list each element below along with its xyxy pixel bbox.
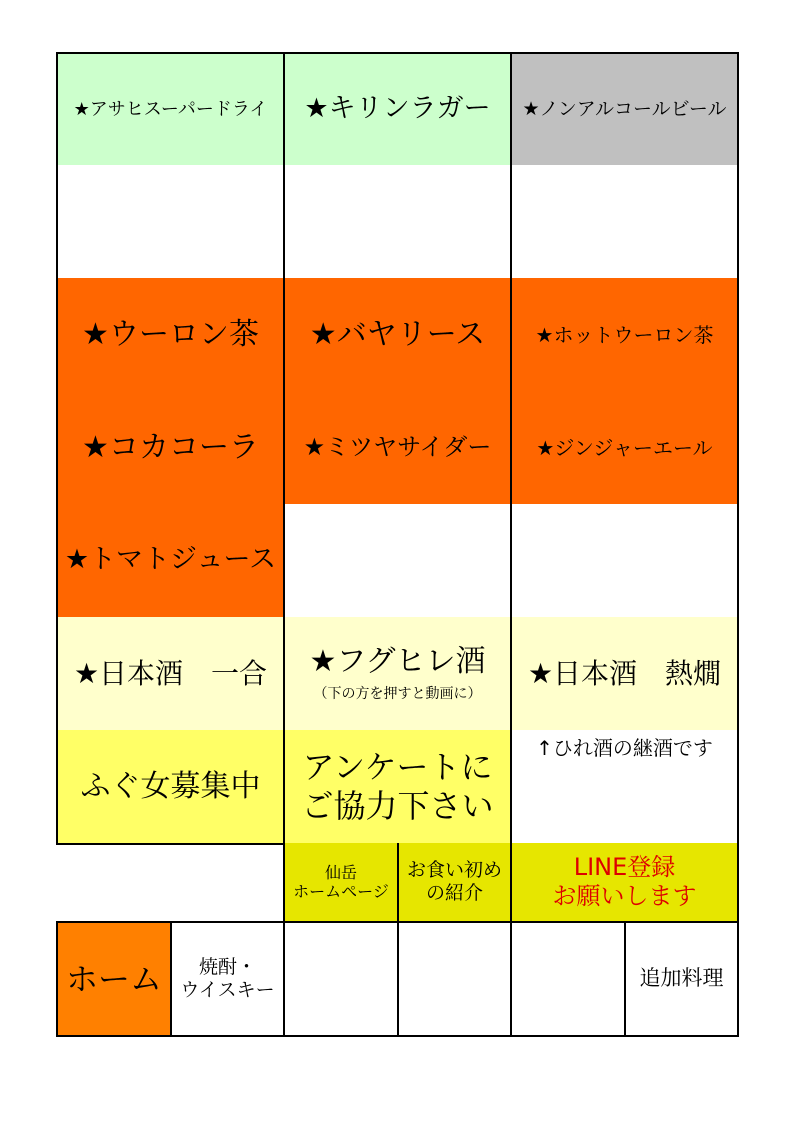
kirin-label: ★キリンラガー	[304, 93, 491, 125]
survey-button[interactable]	[283, 730, 512, 845]
empty-cell	[283, 165, 512, 280]
extra-dishes-label: 追加料理	[639, 966, 724, 991]
survey-line1: アンケートに	[302, 748, 493, 787]
home-button[interactable]	[56, 921, 172, 1037]
coca-cola-button[interactable]	[56, 391, 285, 506]
home-label: ホーム	[65, 959, 162, 998]
empty-cell	[510, 165, 739, 280]
refill-note: ↑ひれ酒の継酒です	[536, 736, 713, 760]
fugu-hire-sake-button[interactable]	[283, 617, 512, 732]
fugu-hire-note: （下の方を押すと動画に）	[313, 686, 482, 703]
survey-line2: ご協力下さい	[301, 786, 494, 825]
sengaku-line2: ホームページ	[293, 882, 389, 901]
bayaries-button[interactable]	[283, 278, 512, 393]
shochu-line2: ウイスキー	[180, 979, 275, 1001]
refill-note-cell	[510, 730, 739, 845]
sake-ichigo-label: ★日本酒 一合	[73, 656, 268, 690]
fugu-girl-label: ふぐ女募集中	[80, 768, 261, 804]
empty-cell	[56, 165, 285, 280]
extra-dishes-button[interactable]	[624, 921, 739, 1037]
fugu-hire-label: ★フグヒレ酒	[309, 644, 486, 680]
cola-label: ★コカコーラ	[82, 429, 259, 465]
hot-oolong-tea-button[interactable]	[510, 278, 739, 393]
okuizome-link[interactable]	[397, 843, 512, 923]
non-alcohol-beer-button[interactable]	[510, 52, 739, 167]
asahi-label: ★アサヒスーパードライ	[73, 98, 268, 120]
non-alcohol-label: ★ノンアルコールビール	[522, 98, 727, 121]
empty-cell	[283, 921, 399, 1037]
ginger-ale-label: ★ジンジャーエール	[536, 435, 713, 460]
empty-cell	[283, 504, 512, 619]
oolong-label: ★ウーロン茶	[82, 316, 259, 352]
ginger-ale-button[interactable]	[510, 391, 739, 506]
sake-ichigo-button[interactable]	[56, 617, 285, 732]
bayaries-label: ★バヤリース	[309, 316, 486, 352]
empty-cell	[510, 921, 626, 1037]
line-line1: LINE登録	[573, 853, 676, 882]
sake-atsukan-label: ★日本酒 熱燗	[527, 656, 722, 690]
mitsuya-cider-button[interactable]	[283, 391, 512, 506]
oolong-tea-button[interactable]	[56, 278, 285, 393]
shochu-line1: 焼酎・	[198, 956, 256, 979]
sengaku-homepage-link[interactable]	[283, 843, 399, 923]
sake-atsukan-button[interactable]	[510, 617, 739, 732]
shochu-whisky-button[interactable]	[170, 921, 285, 1037]
tomato-juice-button[interactable]	[56, 504, 285, 619]
mitsuya-label: ★ミツヤサイダー	[303, 433, 492, 462]
line-register-link[interactable]	[510, 843, 739, 923]
okuizome-line1: お食い初め	[406, 859, 502, 882]
tomato-label: ★トマトジュース	[64, 544, 277, 576]
hot-oolong-label: ★ホットウーロン茶	[535, 322, 714, 347]
okuizome-line2: の紹介	[425, 882, 483, 904]
empty-cell	[397, 921, 512, 1037]
sengaku-line1: 仙岳	[324, 862, 357, 882]
asahi-super-dry-button[interactable]	[56, 52, 285, 167]
kirin-lager-button[interactable]	[283, 52, 512, 167]
fugu-girl-recruit-button[interactable]	[56, 730, 285, 845]
empty-cell	[510, 504, 739, 619]
line-line2: お願いします	[552, 882, 697, 910]
